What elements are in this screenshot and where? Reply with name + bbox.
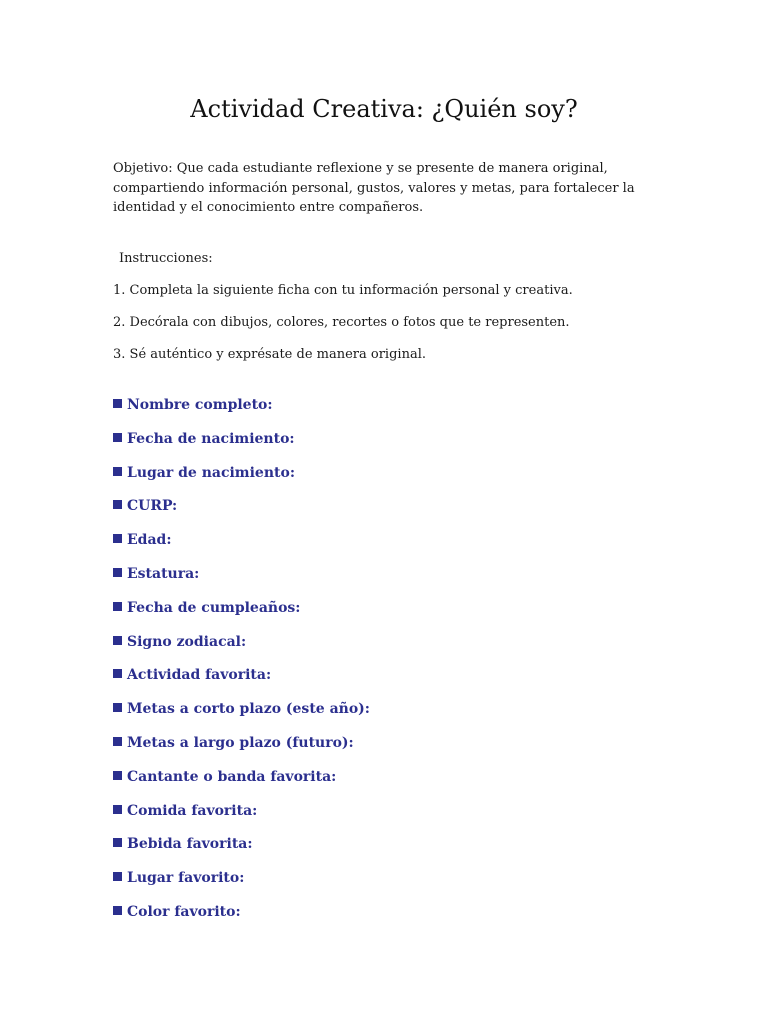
field-label: Fecha de cumpleaños: bbox=[127, 599, 301, 616]
square-bullet-icon bbox=[113, 568, 122, 577]
field-bebida-favorita bbox=[113, 834, 370, 868]
field-label: Nombre completo: bbox=[127, 397, 273, 413]
instruction-step-3: 3. Sé auténtico y exprésate de manera original. bbox=[113, 347, 426, 362]
field-color-favorito bbox=[113, 902, 370, 936]
field-metas-corto-plazo bbox=[113, 699, 370, 733]
field-label: Comida favorita: bbox=[127, 802, 258, 819]
field-comida-favorita bbox=[113, 801, 370, 835]
field-lugar-favorito bbox=[113, 868, 370, 902]
square-bullet-icon bbox=[113, 467, 122, 476]
square-bullet-icon bbox=[113, 703, 122, 712]
square-bullet-icon bbox=[113, 636, 122, 645]
field-actividad-favorita bbox=[113, 665, 370, 699]
square-bullet-icon bbox=[113, 838, 122, 847]
field-cantante-o-banda bbox=[113, 767, 370, 801]
field-fecha-de-nacimiento bbox=[113, 429, 370, 463]
field-estatura bbox=[113, 564, 370, 598]
field-metas-largo-plazo bbox=[113, 733, 370, 767]
field-fecha-de-cumpleanos bbox=[113, 598, 370, 632]
field-label: Lugar favorito: bbox=[127, 870, 245, 887]
square-bullet-icon bbox=[113, 771, 122, 780]
field-list bbox=[113, 395, 370, 936]
field-label: Fecha de nacimiento: bbox=[127, 430, 295, 447]
square-bullet-icon bbox=[113, 906, 122, 915]
page-title: Actividad Creativa: ¿Quién soy? bbox=[190, 95, 578, 123]
field-nombre-completo bbox=[113, 395, 370, 429]
field-label: Lugar de nacimiento: bbox=[127, 464, 295, 481]
field-label: Color favorito: bbox=[127, 903, 241, 920]
field-label: Signo zodiacal: bbox=[127, 633, 247, 650]
square-bullet-icon bbox=[113, 500, 122, 509]
instruction-step-2: 2. Decórala con dibujos, colores, recortes o fotos que te representen. bbox=[113, 315, 570, 330]
field-label: Metas a largo plazo (futuro): bbox=[127, 734, 354, 751]
square-bullet-icon bbox=[113, 669, 122, 678]
square-bullet-icon bbox=[113, 737, 122, 746]
square-bullet-icon bbox=[113, 399, 122, 408]
field-edad bbox=[113, 530, 370, 564]
square-bullet-icon bbox=[113, 805, 122, 814]
square-bullet-icon bbox=[113, 872, 122, 881]
square-bullet-icon bbox=[113, 433, 122, 442]
field-label: Bebida favorita: bbox=[127, 836, 253, 853]
field-label: Edad: bbox=[127, 532, 172, 549]
objective-paragraph: Objetivo: Que cada estudiante reflexione y se presente de manera original, compartiendo información personal, gustos, valores y metas, para fortalecer la identidad y el conocimiento entre compañeros. bbox=[113, 161, 635, 215]
square-bullet-icon bbox=[113, 534, 122, 543]
field-signo-zodiacal bbox=[113, 632, 370, 666]
instruction-step-1: 1. Completa la siguiente ficha con tu información personal y creativa. bbox=[113, 283, 573, 298]
field-label: CURP: bbox=[127, 498, 178, 515]
field-label: Actividad favorita: bbox=[127, 667, 272, 684]
field-curp bbox=[113, 496, 370, 530]
instructions-heading: Instrucciones: bbox=[119, 251, 213, 266]
field-lugar-de-nacimiento bbox=[113, 463, 370, 497]
field-label: Cantante o banda favorita: bbox=[127, 768, 337, 785]
square-bullet-icon bbox=[113, 602, 122, 611]
field-label: Estatura: bbox=[127, 565, 200, 582]
field-label: Metas a corto plazo (este año): bbox=[127, 701, 370, 718]
